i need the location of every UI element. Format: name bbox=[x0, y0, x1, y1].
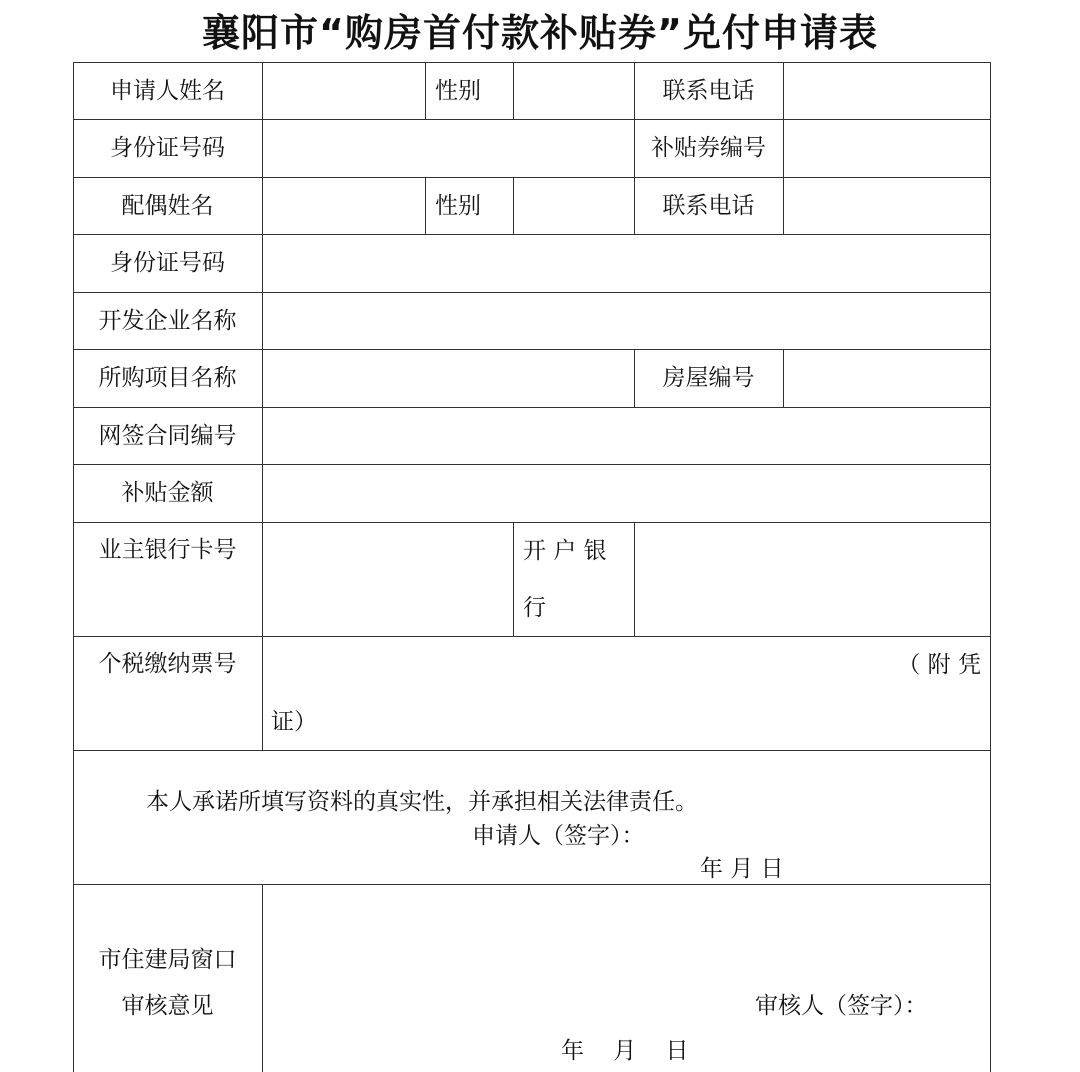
application-form-table bbox=[73, 62, 991, 1072]
developer-name-field[interactable] bbox=[263, 293, 990, 349]
attach-voucher-note-line1: （ 附 凭 bbox=[897, 652, 981, 678]
voucher-number-field[interactable] bbox=[784, 120, 990, 177]
spouse-name-field[interactable] bbox=[263, 178, 425, 234]
gender-field[interactable] bbox=[514, 63, 634, 119]
project-name-field[interactable] bbox=[263, 350, 634, 407]
column-divider bbox=[425, 62, 426, 120]
row-divider bbox=[73, 750, 991, 751]
opening-bank-label-line1: 开 户 银 bbox=[523, 538, 607, 564]
review-label-line1: 市住建局窗口 bbox=[98, 947, 237, 973]
spouse-phone-field[interactable] bbox=[784, 178, 990, 234]
contract-number-label: 网签合同编号 bbox=[98, 422, 237, 449]
attach-voucher-note-line2: 证） bbox=[271, 709, 317, 735]
spouse-id-number-label: 身份证号码 bbox=[110, 250, 225, 276]
reviewer-signature-label: 审核人（签字）： bbox=[755, 993, 928, 1019]
applicant-signature-field[interactable] bbox=[663, 817, 863, 851]
form-title: 襄阳市“购房首付款补贴券”兑付申请表 bbox=[202, 11, 878, 55]
spouse-gender-label: 性别 bbox=[435, 192, 481, 219]
review-label-line2: 审核意见 bbox=[121, 993, 214, 1019]
phone-label: 联系电话 bbox=[662, 77, 755, 104]
spouse-name-label: 配偶姓名 bbox=[121, 192, 214, 219]
applicant-name-field[interactable] bbox=[263, 63, 425, 119]
contract-number-field[interactable] bbox=[263, 408, 990, 464]
subsidy-amount-field[interactable] bbox=[263, 465, 990, 522]
tax-invoice-number-label: 个税缴纳票号 bbox=[98, 651, 237, 677]
column-divider bbox=[513, 522, 514, 637]
applicant-name-label: 申请人姓名 bbox=[110, 77, 225, 104]
table-border-right bbox=[990, 62, 991, 1072]
opening-bank-label-line2: 行 bbox=[523, 595, 546, 621]
spouse-phone-label: 联系电话 bbox=[662, 192, 755, 219]
voucher-number-label: 补贴券编号 bbox=[651, 135, 766, 161]
phone-field[interactable] bbox=[784, 63, 990, 119]
declaration-text: 本人承诺所填写资料的真实性，并承担相关法律责任。 bbox=[146, 789, 698, 815]
house-number-field[interactable] bbox=[784, 350, 990, 407]
subsidy-amount-label: 补贴金额 bbox=[121, 480, 214, 506]
bank-card-number-label: 业主银行卡号 bbox=[98, 537, 237, 563]
bank-card-number-field[interactable] bbox=[263, 523, 513, 636]
column-divider bbox=[425, 177, 426, 235]
id-number-field[interactable] bbox=[263, 120, 634, 177]
project-name-label: 所购项目名称 bbox=[98, 365, 237, 391]
house-number-label: 房屋编号 bbox=[662, 365, 755, 391]
spouse-gender-field[interactable] bbox=[514, 178, 634, 234]
applicant-signature-label: 申请人（签字）： bbox=[472, 823, 645, 849]
tax-invoice-number-field[interactable] bbox=[263, 637, 990, 750]
gender-label: 性别 bbox=[435, 77, 481, 104]
developer-name-label: 开发企业名称 bbox=[98, 307, 237, 334]
declaration-date: 年 月 日 bbox=[700, 856, 784, 882]
opening-bank-field[interactable] bbox=[635, 523, 990, 636]
id-number-label: 身份证号码 bbox=[110, 135, 225, 161]
review-date: 年 月 日 bbox=[561, 1038, 689, 1064]
review-opinion-field[interactable] bbox=[263, 885, 990, 985]
spouse-id-number-field[interactable] bbox=[263, 235, 990, 292]
